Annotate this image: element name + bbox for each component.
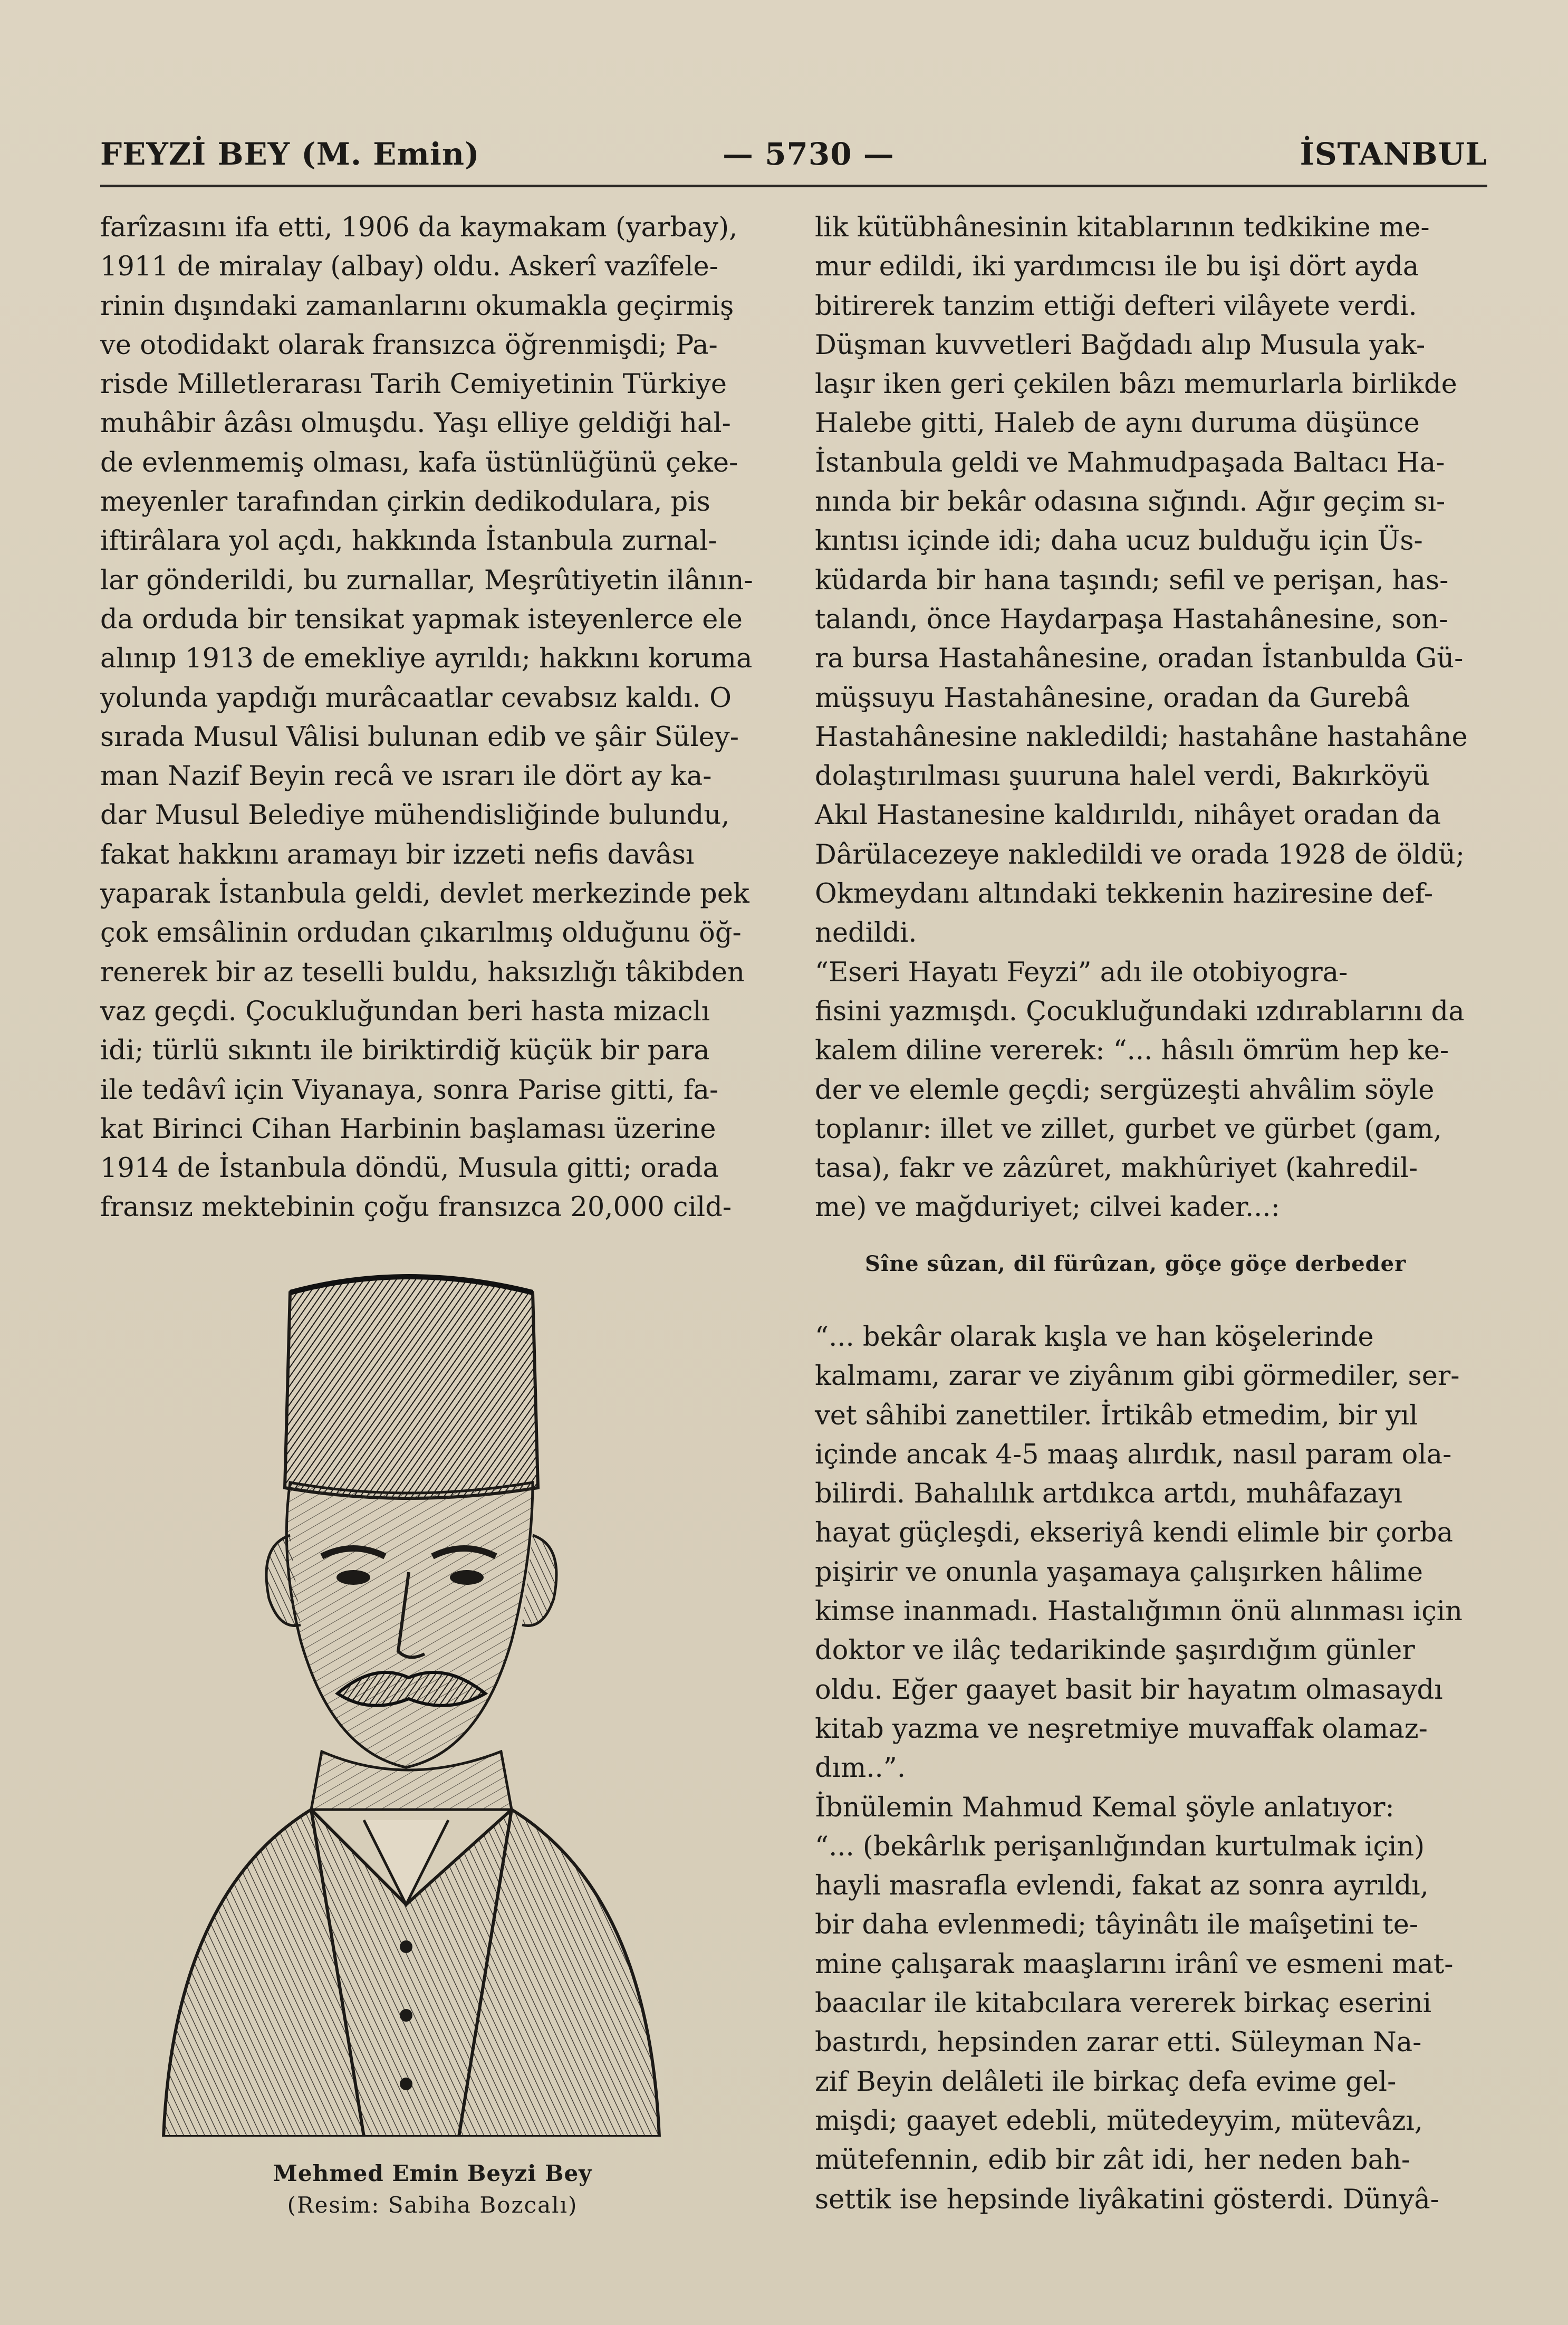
text-line: rinin dışındaki zamanlarını okumakla geçirmiş xyxy=(100,290,734,322)
text-line: settik ise hepsinde liyâkatini gösterdi. Dünyâ- xyxy=(815,2184,1440,2215)
text-line: hayli masrafla evlendi, fakat az sonra ayrıldı, xyxy=(815,1870,1429,1902)
text-line: renerek bir az teselli buldu, haksızlığı tâkibden xyxy=(100,956,745,988)
text-line: fakat hakkını aramayı bir izzeti nefis davâsı xyxy=(100,839,695,870)
text-line: oldu. Eğer gaayet basit bir hayatım olmasaydı xyxy=(815,1674,1443,1706)
text-line: Halebe gitti, Haleb de aynı duruma düşünce xyxy=(815,408,1420,439)
text-line: zif Beyin delâleti ile birkaç defa evime gel- xyxy=(815,2066,1397,2098)
text-line: iftirâlara yol açdı, hakkında İstanbula zurnal- xyxy=(100,525,717,557)
text-line: “... (bekârlık perişanlığından kurtulmak için) xyxy=(815,1831,1425,1862)
text-line: ve otodidakt olarak fransızca öğrenmişdi; Pa- xyxy=(100,329,718,361)
text-line: mine çalışarak maaşlarını irânî ve esmeni mat- xyxy=(815,1948,1454,1980)
text-line: bir daha evlenmedi; tâyinâtı ile maîşetini te- xyxy=(815,1909,1419,1941)
text-line: sırada Musul Vâlisi bulunan edib ve şâir Süley- xyxy=(100,721,739,753)
page-header xyxy=(100,127,1487,187)
text-line: talandı, önce Haydarpaşa Hastahânesine, son- xyxy=(815,604,1448,635)
text-line: pişirir ve onunla yaşamaya çalışırken hâlime xyxy=(815,1556,1423,1588)
page-number: — 5730 — xyxy=(723,136,894,172)
text-line: 1914 de İstanbula döndü, Musula gitti; orada xyxy=(100,1153,719,1184)
text-line: mişdi; gaayet edebli, mütedeyyim, mütevâzı, xyxy=(815,2105,1423,2137)
text-line: vaz geçdi. Çocukluğundan beri hasta mizaclı xyxy=(100,996,710,1027)
text-line: çok emsâlinin ordudan çıkarılmış olduğunu öğ- xyxy=(100,917,742,949)
header-volume-title: İSTANBUL xyxy=(1300,136,1487,172)
text-line: man Nazif Beyin recâ ve ısrarı ile dört ay ka- xyxy=(100,761,712,792)
text-line: de evlenmemiş olması, kafa üstünlüğünü çeke- xyxy=(100,447,738,479)
text-line: içinde ancak 4-5 maaş alırdık, nasıl param ola- xyxy=(815,1439,1452,1470)
text-line: küdarda bir hana taşındı; sefil ve perişan, has- xyxy=(815,564,1449,596)
text-line: toplanır: illet ve zillet, gurbet ve gürbet (gam, xyxy=(815,1113,1442,1145)
header-entry-title: FEYZİ BEY (M. Emin) xyxy=(100,136,480,172)
text-line: İbnülemin Mahmud Kemal şöyle anlatıyor: xyxy=(815,1792,1394,1823)
text-line: idi; türlü sıkıntı ile biriktirdiğ küçük bir para xyxy=(100,1035,710,1067)
text-line: me) ve mağduriyet; cilvei kader...: xyxy=(815,1192,1280,1223)
text-line: ile tedâvî için Viyanaya, sonra Parise gitti, fa- xyxy=(100,1074,719,1106)
text-line: tasa), fakr ve zâzûret, makhûriyet (kahredil- xyxy=(815,1153,1418,1184)
text-line: baacılar ile kitabcılara vererek birkaç eserini xyxy=(815,1988,1432,2020)
text-line: meyenler tarafından çirkin dedikodulara, pis xyxy=(100,486,710,518)
text-line: kalem diline vererek: “... hâsılı ömrüm hep ke- xyxy=(815,1035,1449,1067)
text-line: dolaştırılması şuuruna halel verdi, Bakırköyü xyxy=(815,761,1430,792)
text-line: nında bir bekâr odasına sığındı. Ağır geçim sı- xyxy=(815,486,1446,518)
text-line: Düşman kuvvetleri Bağdadı alıp Musula yak- xyxy=(815,329,1426,361)
text-line: “Eseri Hayatı Feyzi” adı ile otobiyogra- xyxy=(815,956,1348,988)
left-column-text xyxy=(100,208,752,1228)
text-line: da orduda bir tensikat yapmak isteyenlerce ele xyxy=(100,604,743,635)
text-line: nedildi. xyxy=(815,917,917,949)
text-line: bilirdi. Bahalılık artdıkca artdı, muhâfazayı xyxy=(815,1478,1402,1510)
text-line: doktor ve ilâç tedarikinde şaşırdığım günler xyxy=(815,1635,1415,1667)
text-line: fransız mektebinin çoğu fransızca 20,000 cild- xyxy=(100,1192,732,1223)
text-line: lar gönderildi, bu zurnallar, Meşrûtiyetin ilânın- xyxy=(100,564,753,596)
text-line: bastırdı, hepsinden zarar etti. Süleyman Na- xyxy=(815,2027,1422,2059)
text-line: kıntısı içinde idi; daha ucuz bulduğu için Üs- xyxy=(815,525,1423,557)
text-line: kitab yazma ve neşretmiye muvaffak olamaz- xyxy=(815,1713,1428,1745)
verse-line: Sîne sûzan, dil fürûzan, göçe göçe derbeder xyxy=(865,1251,1407,1276)
text-line: ra bursa Hastahânesine, oradan İstanbulda Gü- xyxy=(815,643,1464,675)
text-line: farîzasını ifa etti, 1906 da kaymakam (yarbay), xyxy=(100,212,738,243)
text-line: İstanbula geldi ve Mahmudpaşada Baltacı Ha- xyxy=(815,447,1445,479)
text-line: hayat güçleşdi, ekseriyâ kendi elimle bir çorba xyxy=(815,1517,1454,1549)
right-column-text-top xyxy=(815,208,1466,1228)
text-line: yolunda yapdığı murâcaatlar cevabsız kaldı. O xyxy=(100,682,732,714)
text-line: dım..”. xyxy=(815,1753,906,1784)
text-line: Dârülacezeye nakledildi ve orada 1928 de öldü; xyxy=(815,839,1465,870)
text-line: fisini yazmışdı. Çocukluğundaki ızdırablarını da xyxy=(815,996,1465,1027)
text-line: laşır iken geri çekilen bâzı memurlarla birlikde xyxy=(815,369,1457,400)
text-line: kalmamı, zarar ve ziyânım gibi görmediler, ser- xyxy=(815,1361,1460,1392)
text-line: 1911 de miralay (albay) oldu. Askerî vazîfele- xyxy=(100,251,718,283)
text-line: müşsuyu Hastahânesine, oradan da Gurebâ xyxy=(815,682,1410,714)
text-line: Akıl Hastanesine kaldırıldı, nihâyet oradan da xyxy=(815,800,1441,831)
portrait-caption xyxy=(121,2158,744,2221)
text-line: lik kütübhânesinin kitablarının tedkikine me- xyxy=(815,212,1430,243)
right-column-text-bottom xyxy=(815,1318,1466,2219)
text-line: Okmeydanı altındaki tekkenin haziresine def- xyxy=(815,878,1434,910)
text-line: mur edildi, iki yardımcısı ile bu işi dört ayda xyxy=(815,251,1419,283)
text-line: bitirerek tanzim ettiği defteri vilâyete verdi. xyxy=(815,290,1417,322)
text-line: Hastahânesine nakledildi; hastahâne hastahâne xyxy=(815,721,1468,753)
text-line: vet sâhibi zanettiler. İrtikâb etmedim, bir yıl xyxy=(815,1400,1418,1431)
text-line: mütefennin, edib bir zât idi, her neden bah- xyxy=(815,2145,1411,2176)
portrait-engraving xyxy=(132,1261,691,2137)
text-line: risde Milletlerarası Tarih Cemiyetinin Türkiye xyxy=(100,369,727,400)
text-line: dar Musul Belediye mühendisliğinde bulundu, xyxy=(100,800,730,831)
text-line: der ve elemle geçdi; sergüzeşti ahvâlim söyle xyxy=(815,1074,1435,1106)
text-line: kimse inanmadı. Hastalığımın önü alınması için xyxy=(815,1596,1463,1628)
caption-name: Mehmed Emin Beyzi Bey xyxy=(273,2160,592,2186)
text-line: alınıp 1913 de emekliye ayrıldı; hakkını koruma xyxy=(100,643,753,675)
text-line: “... bekâr olarak kışla ve han köşelerinde xyxy=(815,1322,1374,1353)
text-line: muhâbir âzâsı olmuşdu. Yaşı elliye geldiği hal- xyxy=(100,408,731,439)
caption-credit: (Resim: Sabiha Bozcalı) xyxy=(287,2192,578,2218)
text-line: kat Birinci Cihan Harbinin başlaması üzerine xyxy=(100,1113,716,1145)
text-line: yaparak İstanbula geldi, devlet merkezinde pek xyxy=(100,878,749,910)
